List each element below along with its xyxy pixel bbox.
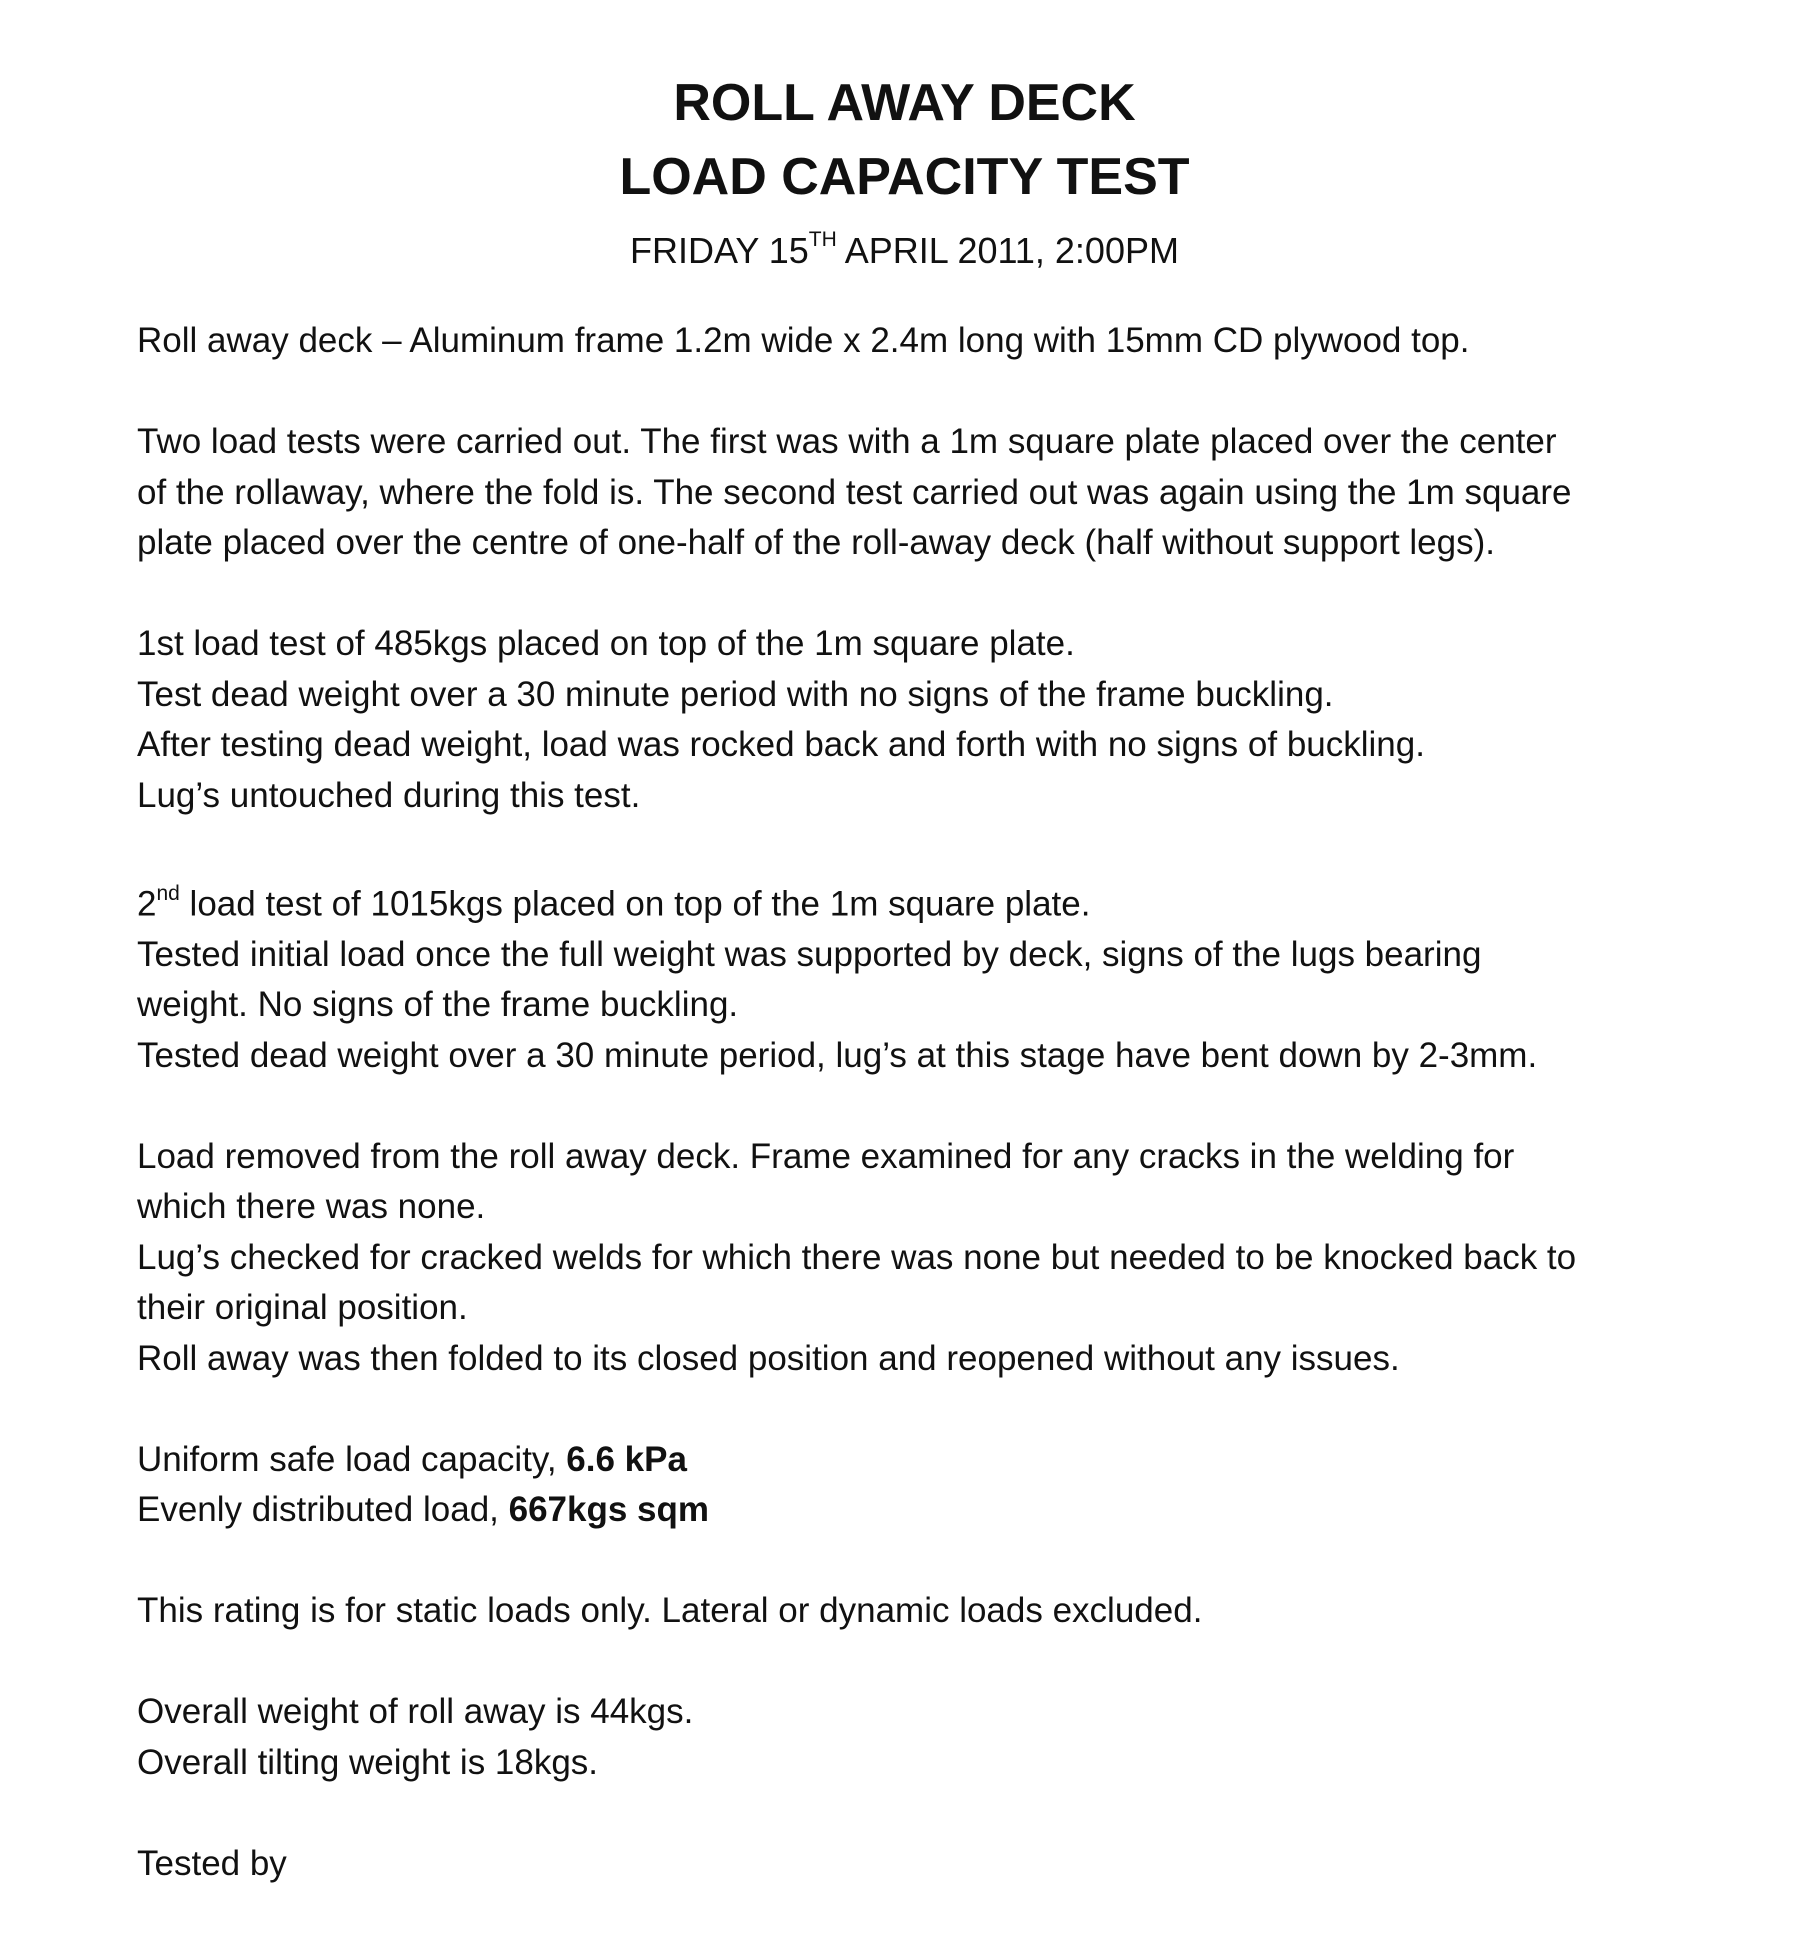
overview-line: plate placed over the centre of one-half of the roll-away deck (half without support legs).	[137, 523, 1495, 562]
second-test-line	[137, 872, 1697, 930]
safe-load-value: 6.6 kPa	[566, 1439, 687, 1479]
first-load-test-paragraph	[137, 619, 1697, 821]
second-load-test-paragraph	[137, 872, 1697, 1082]
test-date	[0, 216, 1809, 279]
rating-note-line: This rating is for static loads only. Lateral or dynamic loads excluded.	[137, 1591, 1203, 1631]
first-test-line: After testing dead weight, load was rocked back and forth with no signs of buckling.	[137, 725, 1425, 764]
inspection-line: their original position.	[137, 1288, 468, 1328]
second-test-line: weight. No signs of the frame buckling.	[137, 985, 739, 1025]
signoff-paragraph	[137, 1839, 1697, 1890]
load-ratings-paragraph	[137, 1435, 1697, 1536]
document-header	[0, 66, 1809, 279]
first-test-line: Test dead weight over a 30 minute period with no signs of the frame buckling.	[137, 674, 1334, 714]
second-test-line-text: load test of 1015kgs placed on top of the 1m square plate.	[179, 884, 1091, 924]
test-overview-paragraph	[137, 417, 1697, 569]
overview-line: Two load tests were carried out. The first was with a 1m square plate placed over the center	[137, 422, 1557, 461]
inspection-line: Load removed from the roll away deck. Frame examined for any cracks in the welding for	[137, 1136, 1515, 1176]
tested-by-label: Tested by	[137, 1843, 287, 1883]
second-test-ordinal-number: 2	[137, 884, 157, 924]
document-title-line-2: LOAD CAPACITY TEST	[619, 148, 1190, 206]
distributed-load-value: 667kgs sqm	[508, 1490, 710, 1530]
document-body	[137, 316, 1697, 1940]
inspection-line: Roll away was then folded to its closed position and reopened without any issues.	[137, 1338, 1400, 1378]
tilting-weight-line: Overall tilting weight is 18kgs.	[137, 1742, 599, 1782]
second-test-line: Tested initial load once the full weight was supported by deck, signs of the lugs bearing	[137, 934, 1482, 974]
inspection-line: Lug’s checked for cracked welds for which there was none but needed to be knocked back to	[137, 1237, 1577, 1277]
safe-load-capacity-line	[137, 1435, 1697, 1486]
inspection-paragraph	[137, 1132, 1697, 1385]
test-date-suffix: APRIL 2011, 2:00PM	[836, 230, 1179, 271]
deck-description-line: Roll away deck – Aluminum frame 1.2m wide x 2.4m long with 15mm CD plywood top.	[137, 321, 1470, 360]
distributed-load-label: Evenly distributed load,	[137, 1490, 509, 1530]
first-test-line: 1st load test of 485kgs placed on top of the 1m square plate.	[137, 624, 1075, 663]
overall-weight-line: Overall weight of roll away is 44kgs.	[137, 1692, 694, 1732]
safe-load-label: Uniform safe load capacity,	[137, 1439, 567, 1479]
document-title-line-1: ROLL AWAY DECK	[673, 74, 1136, 132]
deck-description-paragraph	[137, 316, 1697, 367]
weights-paragraph	[137, 1687, 1697, 1788]
inspection-line: which there was none.	[137, 1187, 486, 1227]
test-date-ordinal: TH	[808, 228, 837, 251]
test-date-prefix: FRIDAY 15	[630, 230, 809, 271]
overview-line: of the rollaway, where the fold is. The second test carried out was again using the 1m square	[137, 472, 1572, 512]
second-test-line: Tested dead weight over a 30 minute period, lug’s at this stage have bent down by 2-3mm.	[137, 1035, 1538, 1075]
first-test-line: Lug’s untouched during this test.	[137, 775, 641, 815]
distributed-load-line	[137, 1485, 1697, 1536]
second-test-ordinal-suffix: nd	[156, 881, 180, 905]
rating-note-paragraph	[137, 1586, 1697, 1637]
